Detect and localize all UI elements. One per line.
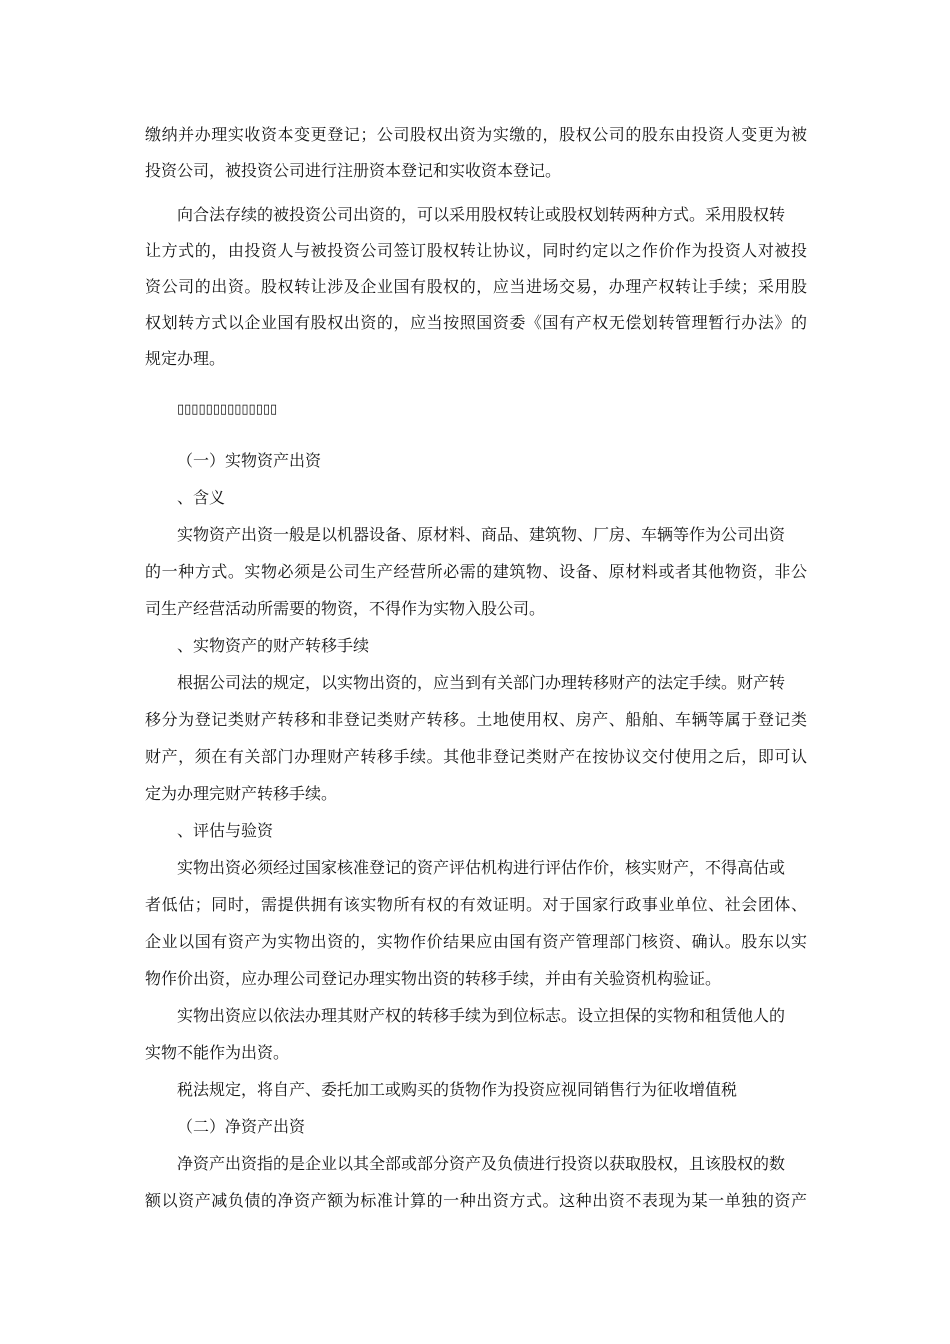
body-text-line: 的一种方式。实物必须是公司生产经营所必需的建筑物、设备、原材料或者其他物资，非公 <box>145 562 807 581</box>
item-heading: 、评估与验资 <box>177 821 274 840</box>
body-text-line: 司生产经营活动所需要的物资，不得作为实物入股公司。 <box>145 599 546 618</box>
body-text-line: 实物出资应以依法办理其财产权的转移手续为到位标志。设立担保的实物和租赁他人的 <box>177 1006 786 1025</box>
body-text-line: 定为办理完财产转移手续。 <box>145 784 338 803</box>
item-heading: 、含义 <box>177 488 226 507</box>
section-heading-garbled: ▯▯▯▯▯▯▯▯▯▯▯▯▯▯ <box>177 402 278 417</box>
body-text-line: 移分为登记类财产转移和非登记类财产转移。土地使用权、房产、船舶、车辆等属于登记类 <box>145 710 807 729</box>
body-text-line: 规定办理。 <box>145 349 226 368</box>
body-text-line: 资公司的出资。股权转让涉及企业国有股权的，应当进场交易，办理产权转让手续；采用股 <box>145 277 807 296</box>
body-text-line: 缴纳并办理实收资本变更登记；公司股权出资为实缴的，股权公司的股东由投资人变更为被 <box>145 125 807 144</box>
body-text-line: 净资产出资指的是企业以其全部或部分资产及负债进行投资以获取股权，且该股权的数 <box>177 1154 786 1173</box>
body-text-line: 者低估；同时，需提供拥有该实物所有权的有效证明。对于国家行政事业单位、社会团体、 <box>145 895 807 914</box>
body-text-line: 税法规定，将自产、委托加工或购买的货物作为投资应视同销售行为征收增值税 <box>177 1080 738 1099</box>
body-text-line: 权划转方式以企业国有股权出资的，应当按照国资委《国有产权无偿划转管理暂行办法》的 <box>145 313 807 332</box>
subsection-heading: （二）净资产出资 <box>177 1117 306 1136</box>
subsection-heading: （一）实物资产出资 <box>177 451 322 470</box>
body-text-line: 财产，须在有关部门办理财产转移手续。其他非登记类财产在按协议交付使用之后，即可认 <box>145 747 807 766</box>
body-text-line: 向合法存续的被投资公司出资的，可以采用股权转让或股权划转两种方式。采用股权转 <box>177 205 786 224</box>
body-text-line: 物作价出资，应办理公司登记办理实物出资的转移手续，并由有关验资机构验证。 <box>145 969 722 988</box>
body-text-line: 根据公司法的规定，以实物出资的，应当到有关部门办理转移财产的法定手续。财产转 <box>177 673 786 692</box>
body-text-line: 额以资产减负债的净资产额为标准计算的一种出资方式。这种出资不表现为某一单独的资产 <box>145 1191 807 1210</box>
body-text-line: 实物出资必须经过国家核准登记的资产评估机构进行评估作价，核实财产，不得高估或 <box>177 858 786 877</box>
body-text-line: 投资公司，被投资公司进行注册资本登记和实收资本登记。 <box>145 161 562 180</box>
body-text-line: 企业以国有资产为实物出资的，实物作价结果应由国有资产管理部门核资、确认。股东以实 <box>145 932 807 951</box>
item-heading: 、实物资产的财产转移手续 <box>177 636 370 655</box>
body-text-line: 实物不能作为出资。 <box>145 1043 290 1062</box>
body-text-line: 让方式的，由投资人与被投资公司签订股权转让协议，同时约定以之作价作为投资人对被投 <box>145 241 807 260</box>
body-text-line: 实物资产出资一般是以机器设备、原材料、商品、建筑物、厂房、车辆等作为公司出资 <box>177 525 786 544</box>
